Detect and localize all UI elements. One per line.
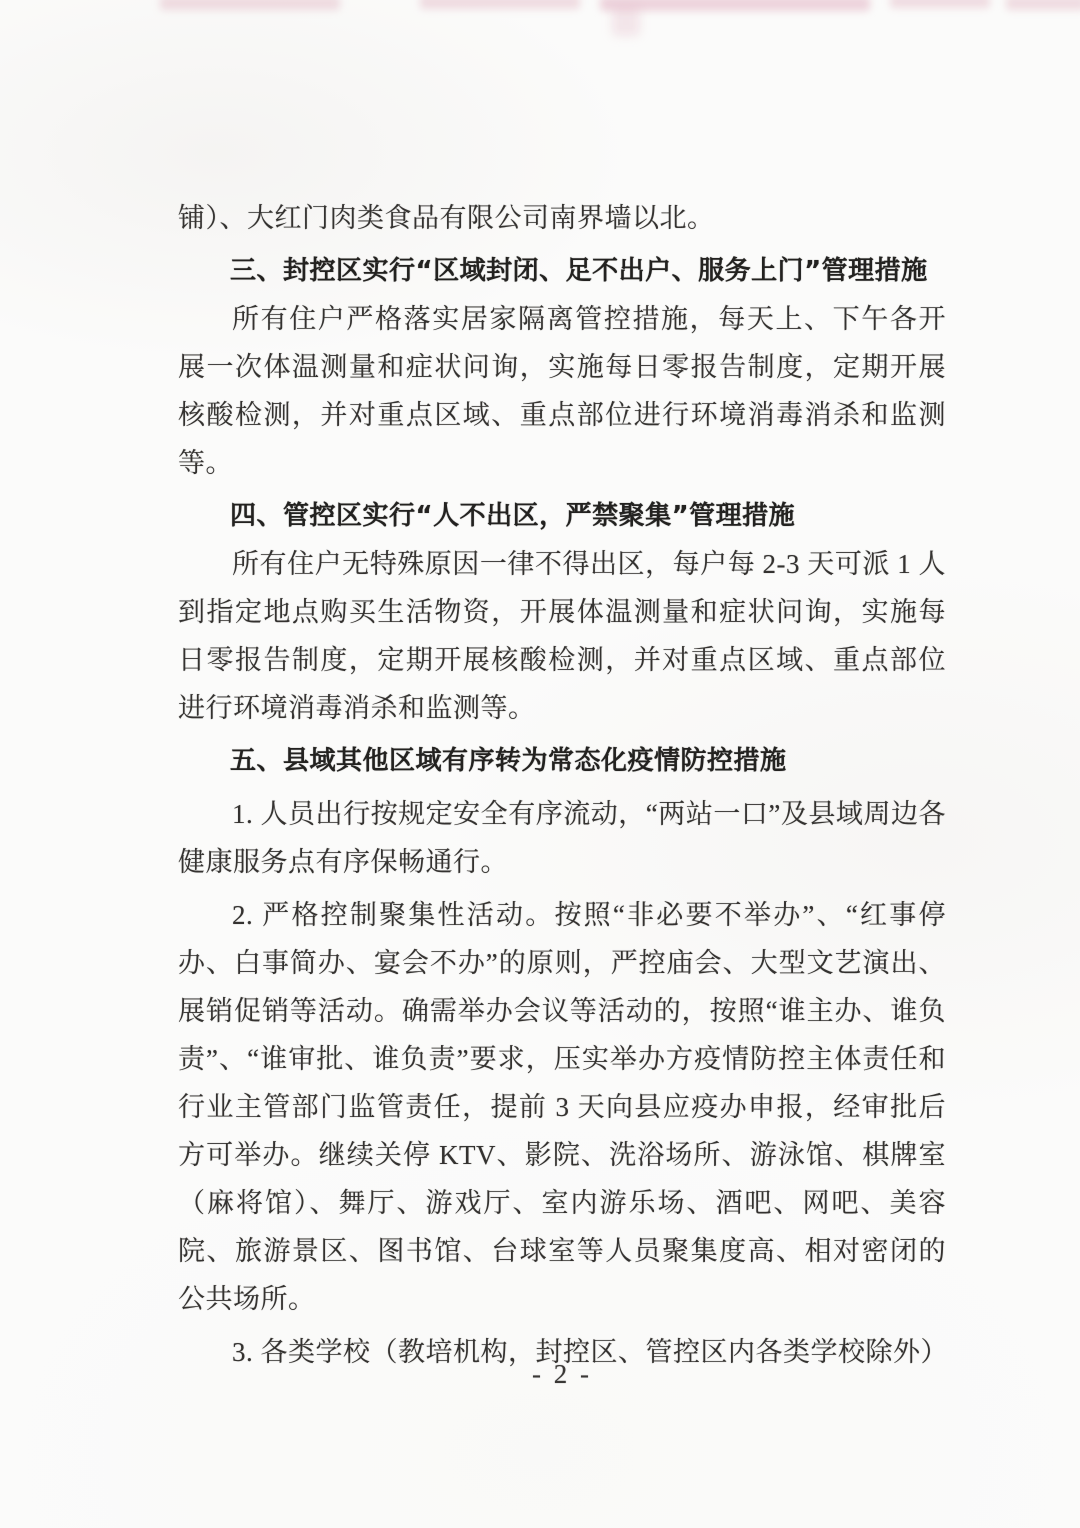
- paragraph-continuation: 铺）、大红门肉类食品有限公司南界墙以北。: [178, 203, 715, 233]
- document-body: [178, 194, 946, 1376]
- section-heading: 四、管控区实行“人不出区，严禁聚集”管理措施: [230, 501, 796, 531]
- scan-artifact-red-smudge: [890, 0, 990, 8]
- numbered-paragraph: 2. 严格控制聚集性活动。按照“非必要不举办”、“红事停办、白事简办、宴会不办”的原则，严控庙会、大型文艺演出、展销促销等活动。确需举办会议等活动的，按照“谁主办、谁负责”、“谁审批、谁负责”要求，压实举办方疫情防控主体责任和行业主管部门监管责任，提前 3 天向县应疫办申报，经审批后方可举办。继续关停 KTV、影院、洗浴场所、游泳馆、棋牌室（麻将馆）、舞厅、游戏厅、室内游乐场、酒吧、网吧、美容院、旅游景区、图书馆、台球室等人员聚集度高、相对密闭的公共场所。: [178, 900, 946, 1314]
- body-paragraph: 所有住户无特殊原因一律不得出区，每户每 2-3 天可派 1 人到指定地点购买生活物资，开展体温测量和症状问询，实施每日零报告制度，定期开展核酸检测，并对重点区域、重点部位进行环境消毒消杀和监测等。: [178, 549, 946, 723]
- scan-artifact-red-smudge: [160, 0, 340, 10]
- numbered-paragraph: 1. 人员出行按规定安全有序流动，“两站一口”及县域周边各健康服务点有序保畅通行。: [178, 799, 946, 877]
- section-heading: 三、封控区实行“区域封闭、足不出户、服务上门”管理措施: [230, 256, 928, 286]
- scan-artifact-red-smudge: [1006, 0, 1080, 10]
- section-heading: 五、县域其他区域有序转为常态化疫情防控措施: [230, 746, 787, 776]
- numbered-paragraph: 3. 各类学校（教培机构，封控区、管控区内各类学校除外）: [232, 1337, 948, 1367]
- body-paragraph: 所有住户严格落实居家隔离管控措施，每天上、下午各开展一次体温测量和症状问询，实施每日零报告制度，定期开展核酸检测，并对重点区域、重点部位进行环境消毒消杀和监测等。: [178, 304, 946, 478]
- scan-artifact-red-smudge: [612, 6, 640, 36]
- scan-artifact-red-smudge: [420, 0, 580, 9]
- scan-artifact-red-smudge: [600, 0, 870, 11]
- page-number: - 2 -: [532, 1359, 592, 1389]
